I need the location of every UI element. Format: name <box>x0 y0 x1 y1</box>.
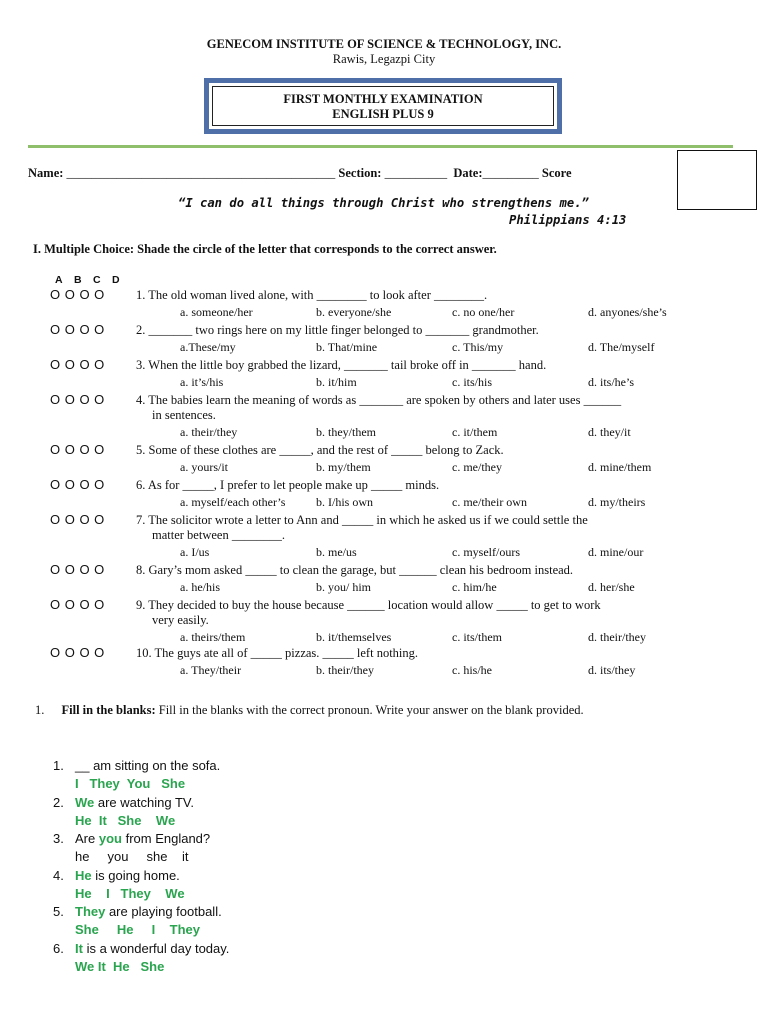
quote-text: “I can do all things through Christ who strengthens me.” <box>178 196 589 210</box>
question-option[interactable]: a. someone/her <box>180 305 253 319</box>
fill-item-number: 1. <box>53 758 64 773</box>
school-name: GENECOM INSTITUTE OF SCIENCE & TECHNOLOGY, INC. <box>206 37 562 51</box>
fill-answer[interactable]: He <box>75 868 92 883</box>
question-option[interactable]: b. you/ him <box>316 580 372 594</box>
question-line1: The solicitor wrote a letter to Ann and _____ in which he asked us if we could settle the <box>148 513 588 527</box>
exam-subject: ENGLISH PLUS 9 <box>332 107 434 121</box>
fill-answer[interactable]: __ <box>75 758 90 773</box>
name-label: Name: <box>28 166 64 180</box>
fill-post: from England? <box>121 831 211 846</box>
question-option[interactable]: c. myself/ours <box>452 545 520 559</box>
answer-circles[interactable]: O O O O <box>50 287 105 302</box>
question-line1: Some of these clothes are _____, and the rest of _____ belong to Zack. <box>148 443 504 457</box>
question-text <box>136 598 601 613</box>
question-option[interactable]: d. mine/our <box>588 545 644 559</box>
date-blank[interactable]: _________ <box>482 166 539 180</box>
fill-sentence <box>75 758 220 773</box>
question-number: 1. <box>136 288 146 302</box>
question-option[interactable]: d. her/she <box>588 580 635 594</box>
question-text <box>136 563 573 578</box>
section2-heading-rest: Fill in the blanks with the correct pronoun. Write your answer on the blank provided. <box>155 703 584 717</box>
question-option[interactable]: b. I/his own <box>316 495 373 509</box>
question-number: 7. <box>136 513 146 527</box>
question-line1: As for _____, I prefer to let people make up _____ minds. <box>147 478 440 492</box>
section-label: Section: <box>338 166 382 180</box>
fill-item-number: 6. <box>53 941 64 956</box>
fill-choices: He It She We <box>75 813 176 828</box>
question-option[interactable]: c. me/they <box>452 460 502 474</box>
fill-pre: Are <box>75 831 99 846</box>
question-option[interactable]: a. theirs/them <box>180 630 246 644</box>
fill-sentence <box>75 831 210 846</box>
question-number: 8. <box>136 563 146 577</box>
question-option[interactable]: a. I/us <box>180 545 210 559</box>
name-blank[interactable]: ___________________________________________ <box>66 166 336 180</box>
question-option[interactable]: d. its/they <box>588 663 636 677</box>
letter-d: D <box>112 274 120 286</box>
fill-post: am sitting on the sofa. <box>89 758 221 773</box>
answer-circles[interactable]: O O O O <box>50 392 105 407</box>
question-option[interactable]: c. its/his <box>452 375 493 389</box>
question-line2: matter between ________. <box>152 528 285 542</box>
question-option[interactable]: a. he/his <box>180 580 220 594</box>
question-option[interactable]: b. me/us <box>316 545 357 559</box>
date-label: Date: <box>453 166 483 180</box>
question-option[interactable]: a. myself/each other’s <box>180 495 286 509</box>
quote-reference: Philippians 4:13 <box>509 213 627 227</box>
question-option[interactable]: b. my/them <box>316 460 371 474</box>
question-option[interactable]: a. their/they <box>180 425 238 439</box>
answer-circles[interactable]: O O O O <box>50 645 105 660</box>
question-text <box>136 646 418 661</box>
fill-item-number: 5. <box>53 904 64 919</box>
fill-answer[interactable]: you <box>98 831 122 846</box>
answer-circles[interactable]: O O O O <box>50 597 105 612</box>
fill-choices: She He I They <box>75 922 200 937</box>
question-option[interactable]: d. mine/them <box>588 460 652 474</box>
fill-answer[interactable]: It <box>75 941 83 956</box>
answer-circles[interactable]: O O O O <box>50 322 105 337</box>
question-text <box>136 443 504 458</box>
question-option[interactable]: b. everyone/she <box>316 305 392 319</box>
question-number: 4. <box>136 393 146 407</box>
exam-title: FIRST MONTHLY EXAMINATION <box>283 92 483 106</box>
question-option[interactable]: c. him/he <box>452 580 497 594</box>
question-option[interactable]: a. it’s/his <box>180 375 224 389</box>
section-blank[interactable]: __________ <box>384 166 448 180</box>
section2-heading-bold: Fill in the blanks: <box>61 703 156 717</box>
question-line1: Gary’s mom asked _____ to clean the garage, but ______ clean his bedroom instead. <box>148 563 574 577</box>
fill-answer[interactable]: We <box>75 795 95 810</box>
fill-choices: I They You She <box>75 776 186 791</box>
question-text <box>136 358 546 373</box>
fill-sentence <box>75 868 180 883</box>
question-option[interactable]: d. The/myself <box>588 340 655 354</box>
question-option[interactable]: b. their/they <box>316 663 374 677</box>
fill-answer[interactable]: They <box>75 904 106 919</box>
question-option[interactable]: a. yours/it <box>180 460 228 474</box>
question-number: 9. <box>136 598 146 612</box>
question-option[interactable]: c. his/he <box>452 663 492 677</box>
letter-c: C <box>93 274 101 286</box>
question-line1: The guys ate all of _____ pizzas. _____ left nothing. <box>154 646 419 660</box>
fill-sentence <box>75 795 194 810</box>
question-option[interactable]: a. They/their <box>180 663 242 677</box>
answer-circles[interactable]: O O O O <box>50 512 105 527</box>
question-number: 2. <box>136 323 146 337</box>
question-option[interactable]: b. it/him <box>316 375 357 389</box>
fill-post: are playing football. <box>105 904 222 919</box>
question-option[interactable]: d. my/theirs <box>588 495 646 509</box>
question-option[interactable]: d. their/they <box>588 630 646 644</box>
question-number: 5. <box>136 443 146 457</box>
question-line2: in sentences. <box>152 408 216 422</box>
question-number: 6. <box>136 478 146 492</box>
question-option[interactable]: c. me/their own <box>452 495 527 509</box>
fill-choices: We It He She <box>75 959 165 974</box>
question-option[interactable]: d. they/it <box>588 425 631 439</box>
question-line1: The old woman lived alone, with ________ to look after ________. <box>148 288 488 302</box>
fill-sentence <box>75 941 229 956</box>
question-text <box>136 323 539 338</box>
question-option[interactable]: c. it/them <box>452 425 498 439</box>
question-option[interactable]: a.These/my <box>180 340 236 354</box>
question-line1: The babies learn the meaning of words as _______ are spoken by others and later uses ______ <box>148 393 622 407</box>
answer-circles[interactable]: O O O O <box>50 442 105 457</box>
question-option[interactable]: c. its/them <box>452 630 502 644</box>
question-line1: They decided to buy the house because ______ location would allow _____ to get to work <box>148 598 601 612</box>
fill-sentence <box>75 904 222 919</box>
answer-circles[interactable]: O O O O <box>50 477 105 492</box>
school-address: Rawis, Legazpi City <box>332 52 436 66</box>
question-text <box>136 288 487 303</box>
question-option[interactable]: c. no one/her <box>452 305 515 319</box>
question-option[interactable]: d. anyones/she’s <box>588 305 667 319</box>
question-number: 3. <box>136 358 146 372</box>
question-option[interactable]: b. they/them <box>316 425 376 439</box>
question-line2: very easily. <box>152 613 209 627</box>
answer-circles[interactable]: O O O O <box>50 562 105 577</box>
answer-circles[interactable]: O O O O <box>50 357 105 372</box>
fill-post: are watching TV. <box>94 795 194 810</box>
score-box <box>677 150 757 210</box>
exam-title-box <box>204 78 562 134</box>
question-text <box>136 513 588 528</box>
question-line1: When the little boy grabbed the lizard, _______ tail broke off in _______ hand. <box>148 358 547 372</box>
question-option[interactable]: b. it/themselves <box>316 630 392 644</box>
fill-item-number: 2. <box>53 795 64 810</box>
section2-heading <box>35 703 584 718</box>
fill-post: is a wonderful day today. <box>82 941 230 956</box>
question-number: 10. <box>136 646 152 660</box>
exam-title-inner <box>212 86 554 126</box>
section2-number: 1. <box>35 703 45 717</box>
question-text <box>136 478 439 493</box>
question-option[interactable]: d. its/he’s <box>588 375 635 389</box>
header-divider <box>28 145 733 148</box>
question-line1: _______ two rings here on my little finger belonged to _______ grandmother. <box>148 323 539 337</box>
fill-choices: He I They We <box>75 886 185 901</box>
fill-choices: he you she it <box>75 849 189 864</box>
section1-heading: I. Multiple Choice: Shade the circle of the letter that corresponds to the correct answer. <box>33 242 497 256</box>
letter-b: B <box>74 274 82 286</box>
question-option[interactable]: b. That/mine <box>316 340 378 354</box>
score-label: Score <box>541 166 572 180</box>
question-option[interactable]: c. This/my <box>452 340 504 354</box>
info-line <box>28 166 572 181</box>
question-text <box>136 393 621 408</box>
fill-item-number: 4. <box>53 868 64 883</box>
fill-item-number: 3. <box>53 831 64 846</box>
letter-a: A <box>55 274 63 286</box>
fill-post: is going home. <box>91 868 180 883</box>
